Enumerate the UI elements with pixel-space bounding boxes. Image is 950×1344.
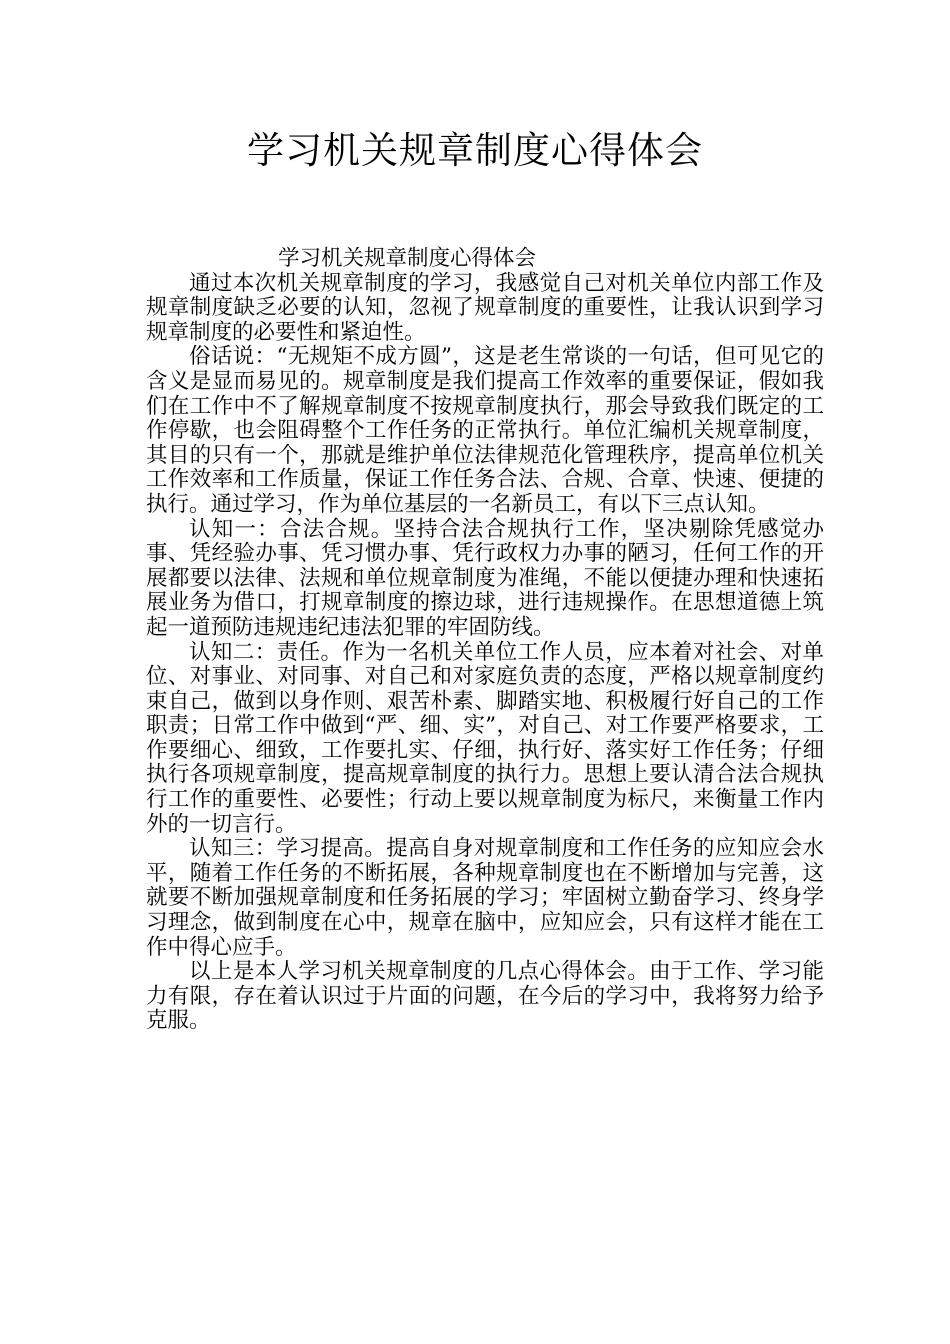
paragraph: 以上是本人学习机关规章制度的几点心得体会。由于工作、学习能力有限，存在着认识过于片面的问题，在今后的学习中，我将努力给予克服。: [146, 959, 824, 1034]
document-title: 学习机关规章制度心得体会: [247, 129, 703, 172]
paragraph: 通过本次机关规章制度的学习，我感觉自己对机关单位内部工作及规章制度缺乏必要的认知，忽视了规章制度的重要性，让我认识到学习规章制度的必要性和紧迫性。: [146, 270, 824, 345]
paragraph: 认知三：学习提高。提高自身对规章制度和工作任务的应知应会水平，随着工作任务的不断拓展，各种规章制度也在不断增加与完善，这就要不断加强规章制度和任务拓展的学习；牢固树立勤奋学习、终身学习理念，做到制度在心中，规章在脑中，应知应会，只有这样才能在工作中得心应手。: [146, 836, 824, 960]
paragraph: 认知一：合法合规。坚持合法合规执行工作，坚决剔除凭感觉办事、凭经验办事、凭习惯办事、凭行政权力办事的陋习，任何工作的开展都要以法律、法规和单位规章制度为准绳，不能以便捷办理和快速拓展业务为借口，打规章制度的擦边球，进行违规操作。在思想道德上筑起一道预防违规违纪违法犯罪的牢固防线。: [146, 516, 824, 640]
document-subtitle: 学习机关规章制度心得体会: [278, 246, 537, 271]
paragraph: 认知二：责任。作为一名机关单位工作人员，应本着对社会、对单位、对事业、对同事、对自己和对家庭负责的态度，严格以规章制度约束自己，做到以身作则、艰苦朴素、脚踏实地、积极履行好自己的工作职责；日常工作中做到“严、细、实”，对自己、对工作要严格要求，工作要细心、细致，工作要扎实、仔细，执行好、落实好工作任务；仔细执行各项规章制度，提高规章制度的执行力。思想上要认清合法合规执行工作的重要性、必要性；行动上要以规章制度为标尺，来衡量工作内外的一切言行。: [146, 639, 824, 837]
paragraph: 俗话说：“无规矩不成方圆”，这是老生常谈的一句话，但可见它的含义是显而易见的。规章制度是我们提高工作效率的重要保证，假如我们在工作中不了解规章制度不按规章制度执行，那会导致我们既定的工作停歇，也会阻碍整个工作任务的正常执行。单位汇编机关规章制度，其目的只有一个，那就是维护单位法律规范化管理秩序，提高单位机关工作效率和工作质量，保证工作任务合法、合规、合章、快速、便捷的执行。通过学习，作为单位基层的一名新员工，有以下三点认知。: [146, 344, 824, 517]
document-body: [146, 247, 824, 1034]
